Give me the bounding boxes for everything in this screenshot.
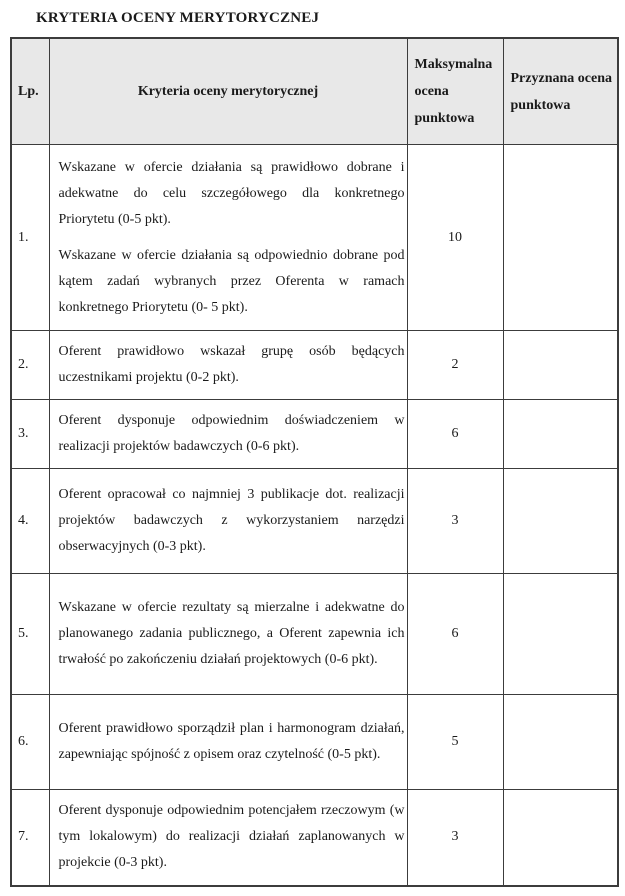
cell-awarded-score (503, 331, 618, 400)
cell-criteria-text (49, 331, 407, 400)
criteria-paragraph: Wskazane w ofercie działania są prawidłowo dobrane i adekwatne do celu szczegółowego dla konkretnego Priorytetu (0-5 pkt). (58, 159, 405, 227)
table-row (11, 574, 618, 695)
table-row (11, 145, 618, 331)
table-header (11, 38, 618, 145)
cell-criteria-text (49, 695, 407, 790)
cell-row-number: 7. (11, 790, 49, 886)
header-max-score: Maksymalna ocena punktowa (407, 38, 503, 145)
cell-max-score: 2 (407, 331, 503, 400)
cell-criteria-text (49, 574, 407, 695)
cell-max-score: 3 (407, 469, 503, 574)
cell-awarded-score (503, 145, 618, 331)
criteria-paragraph: Oferent dysponuje odpowiednim doświadczeniem w realizacji projektów badawczych (0-6 pkt). (58, 413, 405, 454)
cell-criteria-text (49, 469, 407, 574)
table-row (11, 400, 618, 469)
cell-row-number: 1. (11, 145, 49, 331)
criteria-paragraph: Oferent prawidłowo sporządził plan i harmonogram działań, zapewniając spójność z opisem oraz czytelność (0-5 pkt). (58, 721, 405, 762)
cell-row-number: 2. (11, 331, 49, 400)
cell-row-number: 5. (11, 574, 49, 695)
criteria-paragraph: Oferent dysponuje odpowiednim potencjałem rzeczowym (w tym lokalowym) do realizacji działań zaplanowanych w projekcie (0-3 pkt). (58, 803, 405, 871)
criteria-paragraph: Oferent prawidłowo wskazał grupę osób będących uczestnikami projektu (0-2 pkt). (58, 344, 405, 385)
criteria-paragraph: Oferent opracował co najmniej 3 publikacje dot. realizacji projektów badawczych z wykorzystaniem narzędzi obserwacyjnych (0-3 pkt). (58, 487, 405, 554)
cell-row-number: 3. (11, 400, 49, 469)
header-awarded-score: Przyznana ocena punktowa (503, 38, 618, 145)
table-row (11, 790, 618, 886)
table-body (11, 145, 618, 886)
criteria-paragraph: Wskazane w ofercie rezultaty są mierzalne i adekwatne do planowanego zadania publicznego, a Oferent zapewnia ich trwałość po zakończeniu działań projektowych (0-6 pkt). (58, 600, 405, 667)
table-row (11, 469, 618, 574)
cell-criteria-text (49, 145, 407, 331)
table-row (11, 695, 618, 790)
cell-max-score: 6 (407, 574, 503, 695)
page-title: KRYTERIA OCENY MERYTORYCZNEJ (36, 10, 320, 26)
header-lp: Lp. (11, 38, 49, 145)
cell-awarded-score (503, 574, 618, 695)
cell-awarded-score (503, 400, 618, 469)
cell-criteria-text (49, 400, 407, 469)
cell-awarded-score (503, 790, 618, 886)
cell-row-number: 4. (11, 469, 49, 574)
cell-max-score: 6 (407, 400, 503, 469)
cell-max-score: 3 (407, 790, 503, 886)
cell-awarded-score (503, 695, 618, 790)
criteria-paragraph: Wskazane w ofercie działania są odpowiednio dobrane pod kątem zadań wybranych przez Oferenta w ramach konkretnego Priorytetu (0- 5 pkt). (58, 247, 405, 315)
table-row (11, 331, 618, 400)
cell-criteria-text (49, 790, 407, 886)
criteria-table (10, 37, 619, 887)
cell-row-number: 6. (11, 695, 49, 790)
cell-max-score: 5 (407, 695, 503, 790)
header-criteria: Kryteria oceny merytorycznej (49, 38, 407, 145)
header-row (11, 38, 618, 145)
cell-max-score: 10 (407, 145, 503, 331)
cell-awarded-score (503, 469, 618, 574)
